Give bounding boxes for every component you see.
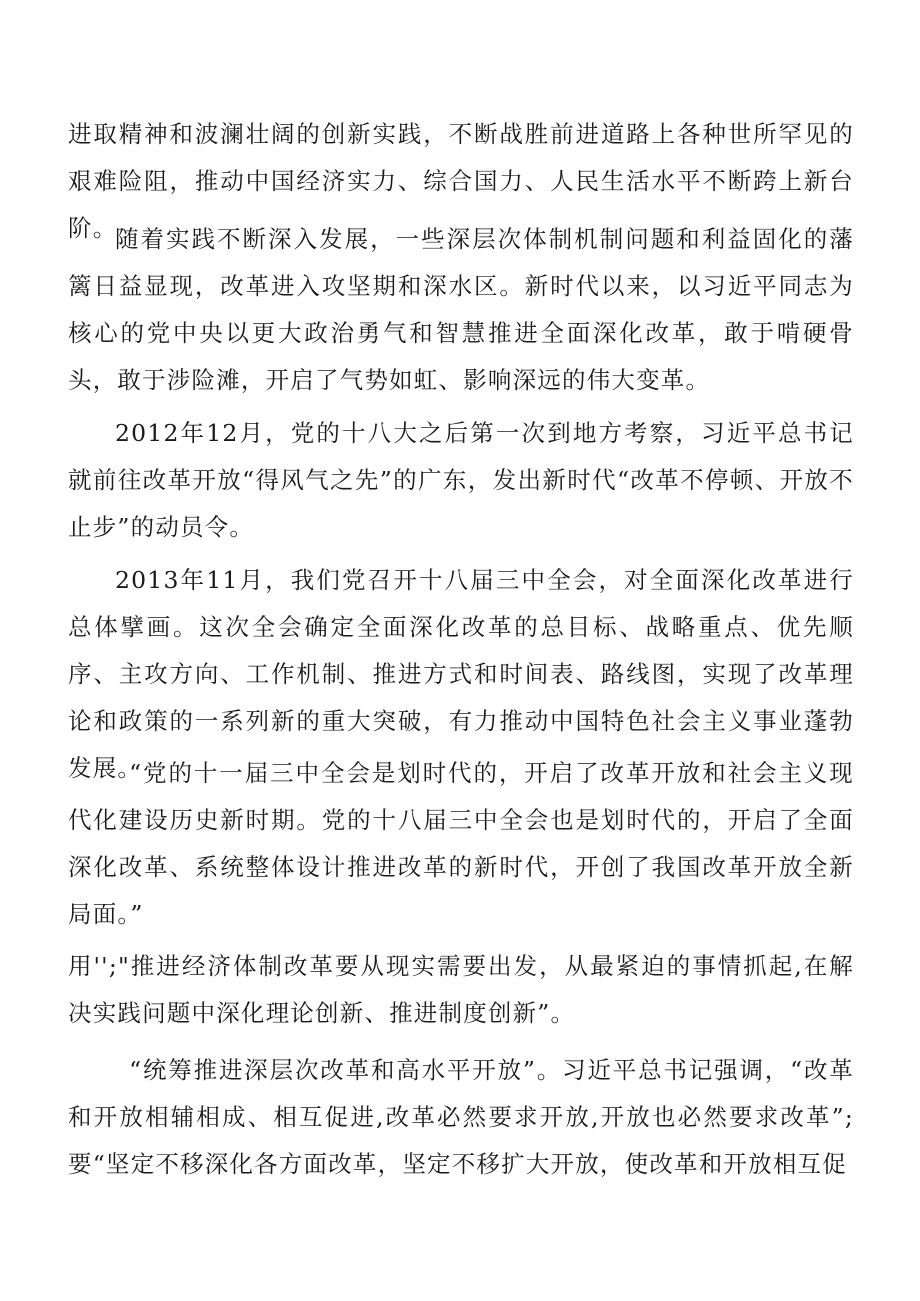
paragraph-5-quote: “党的十一届三中全会是划时代的，开启了改革开放和社会主义现代化建设历史新时期。党的十八届三中全会也是划时代的，开启了全面深化改革、系统整体设计推进改革的新时代，开创了我国改革开放全新局面。” — [68, 759, 854, 928]
paragraph-6: 用'';"推进经济体制改革要从现实需要出发，从最紧迫的事情抓起,在解决实践问题中深化理论创新、推进制度创新”。 — [68, 952, 854, 1027]
paragraph-7: “统筹推进深层次改革和高水平开放”。习近平总书记强调，“改革和开放相辅相成、相互促进,改革必然要求开放,开放也必然要求改革”;要“坚定不移深化各方面改革，坚定不移扩大开放，使改革和开放相互促 — [68, 1056, 854, 1178]
paragraph-3: 2012年12月，党的十八大之后第一次到地方考察，习近平总书记就前往改革开放“得风气之先”的广东，发出新时代“改革不停顿、开放不止步”的动员令。 — [68, 419, 854, 541]
paragraph-2: 随着实践不断深入发展，一些深层次体制机制问题和利益固化的藩篱日益显现，改革进入攻坚期和深水区。新时代以来，以习近平同志为核心的党中央以更大政治勇气和智慧推进全面深化改革，敢于啃硬骨头，敢于涉险滩，开启了气势如虹、影响深远的伟大变革。 — [68, 225, 854, 394]
paragraph-4: 2013年11月，我们党召开十八届三中全会，对全面深化改革进行总体擘画。这次全会确定全面深化改革的总目标、战略重点、优先顺序、主攻方向、工作机制、推进方式和时间表、路线图，实现了改革理论和政策的一系列新的重大突破，有力推动中国特色社会主义事业蓬勃发展。 — [68, 566, 854, 782]
paragraph-1: 进取精神和波澜壮阔的创新实践，不断战胜前进道路上各种世所罕见的艰难险阻，推动中国经济实力、综合国力、人民生活水平不断跨上新台阶。 — [68, 120, 854, 242]
